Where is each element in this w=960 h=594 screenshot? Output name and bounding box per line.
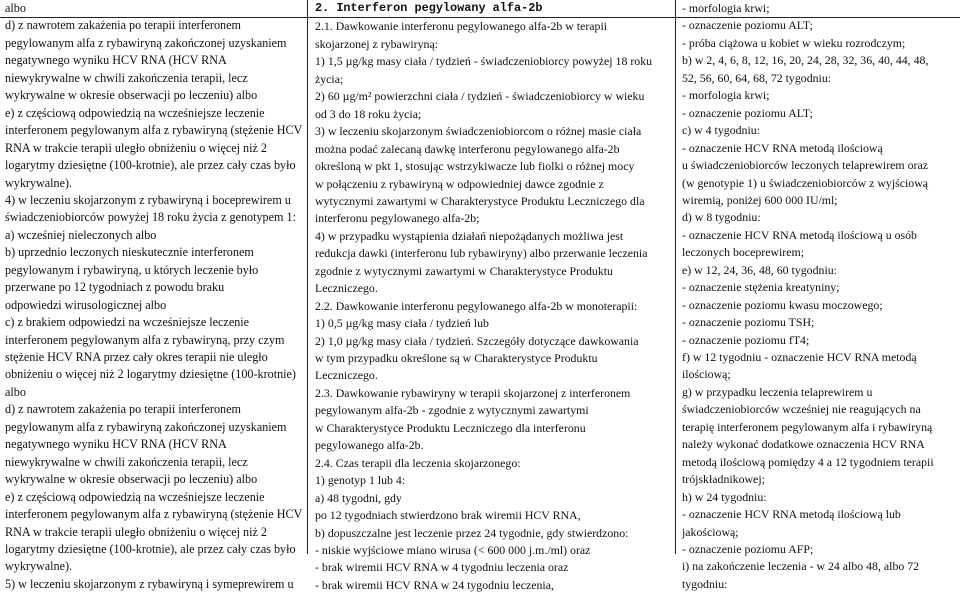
text-line: skojarzonej z rybawiryną: [315, 36, 438, 51]
text-line: należy wykonać dodatkowe oznaczenia HCV RNA [682, 437, 925, 452]
text-line: od 3 do 18 roku życia; [315, 106, 422, 121]
column-heading: 2. Interferon pegylowany alfa-2b [315, 1, 543, 15]
text-line: 2) 1,0 µg/kg masy ciała / tydzień. Szczegóły dotyczące dawkowania [315, 333, 639, 348]
text-line: świadczeniobiorców powyżej 18 roku życia z genotypem 1: [5, 210, 296, 225]
table-column-monitoring [677, 0, 960, 591]
column-divider-1 [307, 0, 308, 554]
text-line: - oznaczenie stężenia kreatyniny; [682, 280, 840, 295]
text-line: wiremią, poniżej 600 000 IU/ml; [682, 192, 838, 207]
text-line: zgodnie z wytycznymi zawartymi w Charakterystyce Produktu [315, 263, 613, 278]
table-column-dosage [310, 0, 675, 592]
text-line: albo [5, 384, 26, 399]
text-line: stężenie HCV RNA przez cały okres terapii nie uległo [5, 350, 268, 364]
text-line: - próba ciążowa u kobiet w wieku rozrodczym; [682, 35, 906, 50]
text-line: życia; [315, 71, 344, 86]
text-line: interferonu pegylowanego alfa-2b; [315, 211, 480, 226]
text-line: - oznaczenie poziomu AFP; [682, 541, 814, 556]
text-line: 4) w leczeniu skojarzonym z rybawiryną i boceprewirem u [5, 192, 291, 207]
text-line: pegylowanym alfa z rybawiryną zakończonej uzyskaniem [5, 35, 287, 50]
text-line: wykrywalne). [5, 175, 73, 190]
text-line: metodą ilościową pomiędzy 4 a 12 tygodniem terapii [682, 454, 934, 469]
text-line: b) uprzednio leczonych nieskutecznie interferonem [5, 245, 254, 260]
text-line: d) z nawrotem zakażenia po terapii interferonem [5, 18, 241, 33]
text-line: można podać zalecaną dawkę interferonu pegylowanego alfa-2b [315, 141, 620, 156]
text-line: (w genotypie 1) u świadczeniobiorców z wyjściową [682, 175, 929, 190]
text-line: 1) 0,5 µg/kg masy ciała / tydzień lub [315, 316, 489, 331]
text-line: odpowiedzi wirusologicznej albo [5, 297, 167, 312]
text-line: 2.1. Dawkowanie interferonu pegylowanego alfa-2b w terapii [315, 19, 608, 34]
text-line: logarytmy dziesiętne (100-krotnie), ale przez cały czas było [5, 541, 296, 556]
text-line: określoną w pkt 1, stosując wstrzykiwacze lub fiolki o różnej mocy [315, 159, 635, 174]
text-line: - oznaczenie HCV RNA metodą ilościową u osób [682, 227, 917, 242]
text-line: i) na zakończenie leczenia - w 24 albo 48, albo 72 [682, 559, 920, 574]
table-column-patient-criteria [0, 0, 307, 591]
text-line: - oznaczenie poziomu ALT; [682, 105, 813, 120]
text-line: obniżeniu o więcej niż 2 logarytmy dziesiętne (100-krotnie) [5, 367, 296, 382]
text-line: - morfologia krwi; [682, 1, 770, 15]
text-line: przerwane po 12 tygodniach z powodu braku [5, 280, 225, 295]
text-line: świadczeniobiorców wcześniej nie reagujących na [682, 402, 921, 417]
text-line: g) w przypadku leczenia telaprewirem u [682, 384, 873, 399]
text-line: b) w 2, 4, 6, 8, 12, 16, 20, 24, 28, 32, 36, 40, 44, 48, [682, 53, 929, 68]
text-line: jakościową; [682, 524, 739, 539]
text-line: - brak wiremii HCV RNA w 24 tygodniu leczenia, [315, 577, 554, 592]
text-line: 1) 1,5 µg/kg masy ciała / tydzień - świadczeniobiorcy powyżej 18 roku [315, 54, 653, 69]
text-line: negatywnego wyniku HCV RNA (HCV RNA [5, 437, 227, 452]
text-line: f) w 12 tygodniu - oznaczenie HCV RNA metodą [682, 350, 917, 364]
text-line: a) wcześniej nieleczonych albo [5, 227, 157, 242]
text-line: Leczniczego. [315, 368, 378, 383]
text-line: niewykrywalne w chwili zakończenia terapii, lecz [5, 454, 248, 469]
text-line: - oznaczenie HCV RNA metodą ilościową [682, 140, 883, 155]
text-line: e) z częściową odpowiedzią na wcześniejsze leczenie [5, 489, 265, 504]
text-line: niewykrywalne w chwili zakończenia terapii, lecz [5, 70, 248, 85]
text-line: 2.2. Dawkowanie interferonu pegylowanego alfa-2b w monoterapii: [315, 298, 638, 313]
text-line: a) 48 tygodni, gdy [315, 490, 402, 505]
text-line: ilościową; [682, 367, 731, 382]
text-line: u świadczeniobiorców leczonych telaprewirem oraz [682, 158, 928, 173]
text-line: pegylowanym alfa z rybawiryną zakończonej uzyskaniem [5, 419, 287, 434]
text-line: d) z nawrotem zakażenia po terapii interferonem [5, 402, 241, 417]
text-line: tygodniu: [682, 576, 728, 591]
text-line: po 12 tygodniach stwierdzono brak wiremii HCV RNA, [315, 508, 581, 523]
text-line: albo [5, 1, 26, 15]
text-line: w połączeniu z rybawiryną w odpowiedniej dawce zgodnie z [315, 176, 604, 191]
text-line: logarytmy dziesiętne (100-krotnie), ale przez cały czas było [5, 158, 296, 173]
text-line: trójskładnikowej; [682, 472, 765, 487]
text-line: pegylowanym i rybawiryną, u których leczenie było [5, 262, 259, 277]
text-line: wytycznymi zawartymi w Charakterystyce Produktu Leczniczego dla [315, 193, 645, 208]
text-line: wykrywalne). [5, 559, 73, 574]
text-line: - brak wiremii HCV RNA w 4 tygodniu leczenia oraz [315, 560, 569, 575]
text-line: e) z częściową odpowiedzią na wcześniejsze leczenie [5, 105, 265, 120]
text-line: w Charakterystyce Produktu Leczniczego dla interferonu [315, 420, 586, 435]
column-divider-2 [675, 0, 676, 554]
text-line: interferonem pegylowanym alfa z rybawiryną, przy czym [5, 332, 285, 347]
text-line: c) z brakiem odpowiedzi na wcześniejsze leczenie [5, 315, 250, 330]
text-line: RNA w trakcie terapii uległo obniżeniu o więcej niż 2 [5, 524, 267, 539]
text-line: 2.3. Dawkowanie rybawiryny w terapii skojarzonej z interferonem [315, 385, 631, 400]
text-line: pegylowanego alfa-2b. [315, 438, 424, 453]
text-line: - oznaczenie poziomu kwasu moczowego; [682, 297, 883, 312]
text-line: 5) w leczeniu skojarzonym z rybawiryną i symeprewirem u [5, 576, 294, 591]
text-line: b) dopuszczalne jest leczenie przez 24 tygodnie, gdy stwierdzono: [315, 525, 629, 540]
text-line: 2) 60 µg/m² powierzchni ciała / tydzień - świadczeniobiorcy w wieku [315, 89, 645, 104]
text-line: pegylowanym alfa-2b - zgodnie z wytycznymi zawartymi [315, 403, 589, 418]
text-line: 4) w przypadku wystąpienia działań niepożądanych możliwa jest [315, 228, 624, 243]
text-line: wykrywalne w okresie obserwacji po leczeniu) albo [5, 472, 258, 487]
text-line: terapię interferonem pegylowanym alfa i rybawiryną [682, 419, 933, 434]
text-line: h) w 24 tygodniu: [682, 489, 767, 504]
text-line: interferonem pegylowanym alfa z rybawiryną (stężenie HCV [5, 123, 303, 138]
text-line: 52, 56, 60, 64, 68, 72 tygodniu: [682, 70, 832, 85]
text-line: e) w 12, 24, 36, 48, 60 tygodniu: [682, 262, 837, 277]
text-line: redukcja dawki (interferonu lub rybawiryny) albo przerwanie leczenia [315, 246, 648, 261]
text-line: wykrywalne w okresie obserwacji po leczeniu) albo [5, 88, 258, 103]
text-line: 2.4. Czas terapii dla leczenia skojarzonego: [315, 455, 521, 470]
text-line: Leczniczego. [315, 281, 378, 296]
text-line: 3) w leczeniu skojarzonym świadczeniobiorcom o różnej masie ciała [315, 124, 642, 139]
text-line: - oznaczenie poziomu TSH; [682, 315, 815, 330]
text-line: - niskie wyjściowe miano wirusa (< 600 000 j.m./ml) oraz [315, 542, 591, 557]
text-line: - oznaczenie poziomu fT4; [682, 332, 810, 347]
text-line: interferonem pegylowanym alfa z rybawiryną (stężenie HCV [5, 507, 303, 522]
text-line: leczonych boceprewirem; [682, 245, 804, 260]
text-line: - oznaczenie HCV RNA metodą ilościową lub [682, 507, 901, 522]
text-line: - morfologia krwi; [682, 88, 770, 103]
text-line: 1) genotyp 1 lub 4: [315, 473, 406, 488]
text-line: - oznaczenie poziomu ALT; [682, 18, 813, 33]
text-line: c) w 4 tygodniu: [682, 123, 760, 138]
text-line: d) w 8 tygodniu: [682, 210, 761, 225]
text-line: negatywnego wyniku HCV RNA (HCV RNA [5, 53, 227, 68]
text-line: w tym przypadku określone są w Charakterystyce Produktu [315, 351, 598, 365]
text-line: RNA w trakcie terapii uległo obniżeniu o więcej niż 2 [5, 140, 267, 155]
